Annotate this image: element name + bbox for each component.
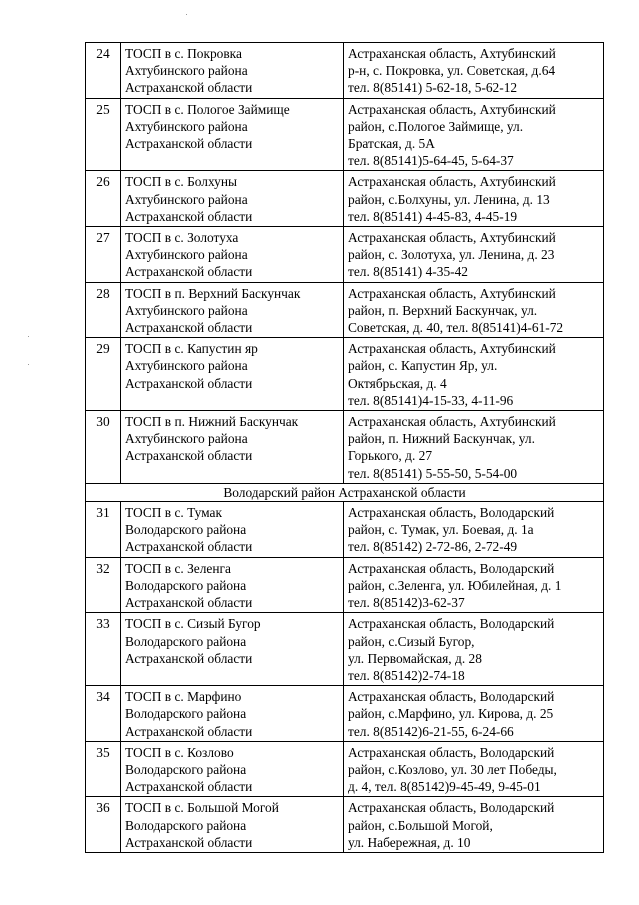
scan-speck bbox=[186, 14, 187, 15]
office-name-line: Астраханской области bbox=[125, 375, 253, 391]
office-address-line: Горького, д. 27 bbox=[348, 448, 433, 464]
office-name-line: Астраханской области bbox=[125, 264, 253, 280]
office-address-line: тел. 8(85141) 5-62-18, 5-62-12 bbox=[348, 80, 518, 96]
office-name-line: ТОСП в с. Большой Могой bbox=[125, 800, 279, 816]
office-name-line: Астраханской области bbox=[125, 650, 253, 666]
office-address bbox=[344, 741, 604, 797]
office-name-line: ТОСП в п. Верхний Баскунчак bbox=[125, 285, 301, 301]
row-number: 28 bbox=[86, 282, 121, 338]
office-address bbox=[344, 613, 604, 686]
office-name bbox=[121, 557, 344, 613]
office-address-line: Астраханская область, Володарский bbox=[348, 560, 555, 576]
row-number: 25 bbox=[86, 98, 121, 171]
office-address-line: ул. Первомайская, д. 28 bbox=[348, 650, 482, 666]
offices-table bbox=[85, 42, 604, 853]
office-name bbox=[121, 613, 344, 686]
akhtubinsky-rows bbox=[86, 43, 604, 484]
office-name-line: Астраханской области bbox=[125, 779, 253, 795]
office-name-line: ТОСП в п. Нижний Баскунчак bbox=[125, 414, 299, 430]
office-address-line: Астраханская область, Ахтубинский bbox=[348, 414, 556, 430]
office-address-line: тел. 8(85142) 2-72-86, 2-72-49 bbox=[348, 539, 518, 555]
office-name-line: Астраханской области bbox=[125, 448, 253, 464]
office-name-line: Астраханской области bbox=[125, 320, 253, 336]
office-name-line: Володарского района bbox=[125, 761, 247, 777]
office-address-line: Астраханская область, Володарский bbox=[348, 505, 555, 521]
office-name-line: Ахтубинского района bbox=[125, 358, 248, 374]
office-name-line: ТОСП в с. Покровка bbox=[125, 46, 242, 61]
office-name bbox=[121, 338, 344, 411]
office-address-line: Астраханская область, Ахтубинский bbox=[348, 174, 556, 190]
office-name-line: ТОСП в с. Козлово bbox=[125, 744, 234, 760]
office-name-line: ТОСП в с. Зеленга bbox=[125, 560, 231, 576]
office-address-line: район, п. Верхний Баскунчак, ул. bbox=[348, 302, 538, 318]
table-row bbox=[86, 797, 604, 853]
office-address-line: район, с.Козлово, ул. 30 лет Победы, bbox=[348, 761, 557, 777]
office-address-line: район, с.Марфино, ул. Кирова, д. 25 bbox=[348, 706, 554, 722]
office-name-line: Володарского района bbox=[125, 706, 247, 722]
office-address bbox=[344, 411, 604, 484]
table-row bbox=[86, 741, 604, 797]
table-row bbox=[86, 613, 604, 686]
row-number: 35 bbox=[86, 741, 121, 797]
row-number: 33 bbox=[86, 613, 121, 686]
table-row bbox=[86, 282, 604, 338]
office-name-line: Астраханской области bbox=[125, 208, 253, 224]
office-name-line: Астраханской области bbox=[125, 80, 253, 96]
row-number: 30 bbox=[86, 411, 121, 484]
office-address-line: район, с.Сизый Бугор, bbox=[348, 633, 475, 649]
office-name-line: Ахтубинского района bbox=[125, 247, 248, 263]
office-name bbox=[121, 227, 344, 283]
office-name-line: ТОСП в с. Золотуха bbox=[125, 230, 239, 246]
office-name-line: Володарского района bbox=[125, 522, 247, 538]
office-address bbox=[344, 557, 604, 613]
scan-speck bbox=[28, 364, 29, 365]
office-name-line: ТОСП в с. Сизый Бугор bbox=[125, 616, 261, 632]
office-name-line: Астраханской области bbox=[125, 539, 253, 555]
office-name bbox=[121, 411, 344, 484]
office-name-line: Астраханской области bbox=[125, 136, 253, 152]
table-row bbox=[86, 557, 604, 613]
table-row bbox=[86, 98, 604, 171]
scan-speck bbox=[28, 336, 29, 337]
office-address-line: район, с. Золотуха, ул. Ленина, д. 23 bbox=[348, 247, 555, 263]
office-address bbox=[344, 98, 604, 171]
table-row bbox=[86, 338, 604, 411]
office-address bbox=[344, 171, 604, 227]
office-address bbox=[344, 797, 604, 853]
volodarsky-rows bbox=[86, 502, 604, 853]
office-address bbox=[344, 43, 604, 99]
office-address-line: Астраханская область, Володарский bbox=[348, 744, 555, 760]
office-address-line: район, с.Большой Могой, bbox=[348, 817, 493, 833]
office-address-line: тел. 8(85141) 5-55-50, 5-54-00 bbox=[348, 465, 518, 481]
office-name-line: Ахтубинского района bbox=[125, 63, 248, 79]
table-row bbox=[86, 171, 604, 227]
office-address-line: район, с.Пологое Займище, ул. bbox=[348, 118, 524, 134]
office-name-line: ТОСП в с. Марфино bbox=[125, 689, 242, 705]
table-row bbox=[86, 686, 604, 742]
office-name-line: ТОСП в с. Тумак bbox=[125, 505, 222, 521]
office-name bbox=[121, 98, 344, 171]
row-number: 27 bbox=[86, 227, 121, 283]
office-name-line: ТОСП в с. Болхуны bbox=[125, 174, 238, 190]
office-name bbox=[121, 282, 344, 338]
office-name-line: ТОСП в с. Капустин яр bbox=[125, 341, 258, 357]
office-address-line: Октябрьская, д. 4 bbox=[348, 375, 447, 391]
office-address-line: Братская, д. 5А bbox=[348, 136, 435, 152]
office-address-line: Астраханская область, Володарский bbox=[348, 616, 555, 632]
office-address-line: Астраханская область, Ахтубинский bbox=[348, 101, 556, 117]
office-name-line: Астраханской области bbox=[125, 834, 253, 850]
row-number: 26 bbox=[86, 171, 121, 227]
office-address bbox=[344, 282, 604, 338]
office-name-line: Володарского района bbox=[125, 577, 247, 593]
row-number: 32 bbox=[86, 557, 121, 613]
table-row bbox=[86, 43, 604, 99]
office-address bbox=[344, 227, 604, 283]
table-row bbox=[86, 502, 604, 558]
district-header: Володарский район Астраханской области bbox=[86, 483, 604, 501]
row-number: 31 bbox=[86, 502, 121, 558]
office-address-line: Советская, д. 40, тел. 8(85141)4-61-72 bbox=[348, 320, 564, 336]
office-address-line: тел. 8(85141)4-15-33, 4-11-96 bbox=[348, 392, 514, 408]
row-number: 29 bbox=[86, 338, 121, 411]
office-address-line: тел. 8(85141)5-64-45, 5-64-37 bbox=[348, 153, 514, 169]
office-name bbox=[121, 741, 344, 797]
office-name bbox=[121, 686, 344, 742]
office-name-line: Ахтубинского района bbox=[125, 191, 248, 207]
office-address-line: тел. 8(85142)2-74-18 bbox=[348, 667, 465, 683]
office-name bbox=[121, 43, 344, 99]
office-name-line: Ахтубинского района bbox=[125, 302, 248, 318]
table-row bbox=[86, 411, 604, 484]
office-address bbox=[344, 686, 604, 742]
district-section bbox=[86, 483, 604, 501]
district-header-row bbox=[86, 483, 604, 501]
table-row bbox=[86, 227, 604, 283]
office-name-line: Астраханской области bbox=[125, 723, 253, 739]
office-name-line: Володарского района bbox=[125, 817, 247, 833]
office-address-line: ул. Набережная, д. 10 bbox=[348, 834, 471, 850]
office-address bbox=[344, 338, 604, 411]
office-name-line: ТОСП в с. Пологое Займище bbox=[125, 101, 290, 117]
office-address-line: Астраханская область, Ахтубинский bbox=[348, 46, 556, 61]
office-address-line: р-н, с. Покровка, ул. Советская, д.64 bbox=[348, 63, 556, 79]
office-address-line: Астраханская область, Ахтубинский bbox=[348, 230, 556, 246]
office-address-line: район, п. Нижний Баскунчак, ул. bbox=[348, 431, 535, 447]
office-address-line: район, с. Капустин Яр, ул. bbox=[348, 358, 498, 374]
office-address-line: тел. 8(85142)3-62-37 bbox=[348, 595, 465, 611]
office-address-line: д. 4, тел. 8(85142)9-45-49, 9-45-01 bbox=[348, 779, 541, 795]
office-name-line: Астраханской области bbox=[125, 595, 253, 611]
office-name bbox=[121, 171, 344, 227]
office-address-line: район, с.Зеленга, ул. Юбилейная, д. 1 bbox=[348, 577, 562, 593]
office-address-line: район, с.Болхуны, ул. Ленина, д. 13 bbox=[348, 191, 550, 207]
office-name-line: Володарского района bbox=[125, 633, 247, 649]
office-name bbox=[121, 502, 344, 558]
office-address-line: Астраханская область, Володарский bbox=[348, 800, 555, 816]
row-number: 36 bbox=[86, 797, 121, 853]
office-address-line: тел. 8(85141) 4-45-83, 4-45-19 bbox=[348, 208, 518, 224]
office-address-line: район, с. Тумак, ул. Боевая, д. 1а bbox=[348, 522, 534, 538]
office-address-line: Астраханская область, Ахтубинский bbox=[348, 341, 556, 357]
row-number: 24 bbox=[86, 43, 121, 99]
office-name-line: Ахтубинского района bbox=[125, 431, 248, 447]
office-address-line: тел. 8(85142)6-21-55, 6-24-66 bbox=[348, 723, 514, 739]
office-name bbox=[121, 797, 344, 853]
office-address-line: Астраханская область, Ахтубинский bbox=[348, 285, 556, 301]
row-number: 34 bbox=[86, 686, 121, 742]
office-name-line: Ахтубинского района bbox=[125, 118, 248, 134]
office-address bbox=[344, 502, 604, 558]
office-address-line: Астраханская область, Володарский bbox=[348, 689, 555, 705]
office-address-line: тел. 8(85141) 4-35-42 bbox=[348, 264, 469, 280]
